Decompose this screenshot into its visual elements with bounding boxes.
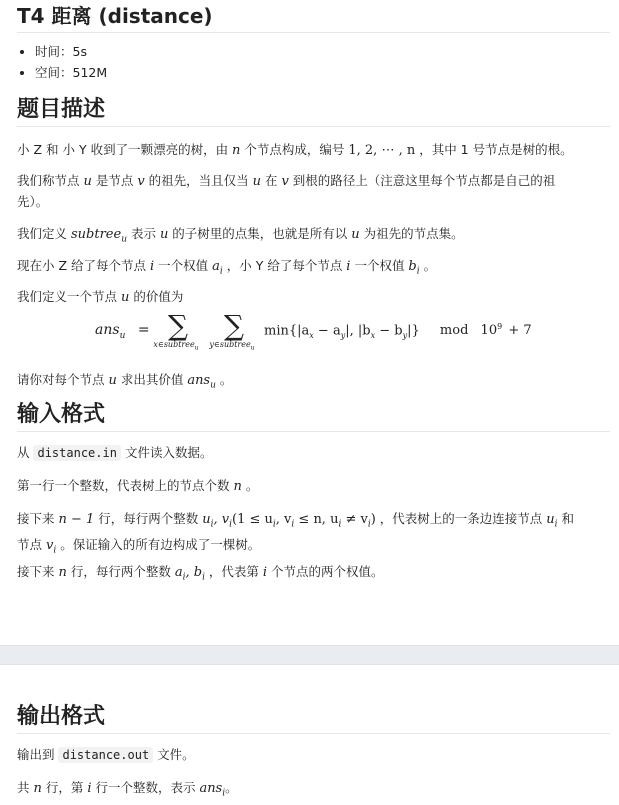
math-u: u (83, 174, 92, 189)
math-b: , b (185, 565, 203, 580)
math-v: v (45, 537, 54, 553)
text: 我们定义一个节点 (17, 289, 121, 304)
math-ans: ans (187, 373, 211, 388)
text: 行，第 (41, 780, 88, 795)
formula-body (264, 322, 532, 340)
desc-paragraph-6 (17, 370, 610, 396)
math-cond: ≠ v (341, 512, 368, 527)
input-paragraph-2 (17, 476, 610, 497)
text: 到根的路径上（注意这里每个节点都是自己的祖 (288, 173, 556, 188)
text: 在 (261, 173, 282, 188)
math-sub-i: i (182, 572, 186, 583)
formula-part: − b (375, 323, 403, 339)
input-heading: 输入格式 (17, 401, 610, 432)
input-paragraph-1 (17, 443, 610, 463)
math-v: , v (213, 512, 230, 527)
math-sub-u: u (121, 234, 127, 245)
text: 个节点的两个权值。 (267, 564, 384, 579)
math-a: a (174, 565, 183, 580)
text: 节点 (17, 536, 46, 552)
text: 一个权值 (154, 258, 213, 273)
output-filename: distance.out (58, 747, 153, 763)
text: 一个权值 (350, 258, 409, 273)
sum-sub-u: u (194, 344, 199, 352)
desc-paragraph-2 (17, 171, 610, 212)
math-i: i (87, 781, 92, 796)
output-heading: 输出格式 (17, 703, 610, 734)
math-b: b (408, 259, 417, 274)
text: 。 (215, 372, 233, 387)
math-v: v (281, 174, 289, 189)
sum-1 (148, 309, 208, 352)
text: 的价值为 (129, 289, 184, 304)
text: 接下来 (17, 511, 59, 526)
formula-plus: + 7 (508, 323, 532, 339)
math-n: n (33, 781, 42, 796)
desc-heading-block (17, 96, 610, 127)
desc-paragraph-5 (17, 287, 610, 308)
math-cond: ≤ n, u (294, 512, 339, 527)
text: 行，每行两个整数 (94, 511, 203, 526)
text: 为祖先的节点集。 (359, 226, 464, 241)
text: 。 (241, 478, 259, 493)
math-sub-i: i (338, 519, 342, 530)
sum-1-subscript (144, 340, 208, 352)
math-u: u (120, 290, 130, 305)
formula-part: |, |b (345, 323, 371, 339)
output-paragraph-1 (17, 745, 610, 765)
math-u: u (546, 512, 555, 527)
input-paragraph-4 (17, 562, 610, 588)
math-a: a (212, 259, 220, 274)
math-u: u (351, 227, 360, 242)
math-ans: ans (199, 781, 223, 796)
sigma-icon: ∑ (224, 309, 244, 342)
math-n: n (233, 479, 242, 494)
math-n: n (58, 565, 67, 580)
math-sub-i: i (416, 266, 420, 277)
text: ，小 Y 给了每个节点 (222, 258, 347, 273)
sum-2 (204, 309, 264, 352)
math-sub-i: i (222, 788, 226, 799)
math-v: v (137, 174, 145, 189)
math-u: u (159, 227, 169, 242)
math-cond: ) (370, 512, 376, 527)
text: 我们称节点 (17, 173, 84, 188)
text: 接下来 (17, 564, 59, 579)
math-sub-i: i (210, 519, 214, 530)
math-sub-i: i (219, 266, 223, 277)
value-formula (0, 309, 619, 358)
desc-paragraph-1 (17, 140, 610, 161)
formula-exp: 9 (497, 322, 503, 331)
text: 第一行一个整数，代表树上的节点个数 (17, 478, 234, 493)
sum-sub-text: y∈subtree (209, 340, 251, 349)
text: 先）。 (17, 194, 49, 209)
header-block (17, 0, 610, 83)
math-n-minus-1: n − 1 (58, 512, 95, 527)
math-subtree: subtree (70, 227, 122, 242)
text: 。保证输入的所有边构成了一棵树。 (56, 536, 261, 552)
math-n: n (232, 143, 241, 158)
math-sequence: 1, 2, ⋯ , n (348, 143, 416, 158)
math-sub-i: i (291, 519, 295, 530)
output-heading-block (17, 703, 610, 734)
math-sub-u: u (210, 380, 216, 391)
text: ，其中 1 号节点是树的根。 (415, 142, 573, 157)
text: 和 (557, 511, 575, 526)
output-paragraph-2 (17, 778, 610, 804)
formula-sub: x (370, 330, 376, 340)
text: 输出到 (17, 747, 59, 762)
sum-2-subscript (200, 340, 264, 352)
page-break-divider (0, 645, 619, 665)
page-title: T4 距离 (distance) (17, 0, 610, 33)
text: 我们定义 (17, 226, 71, 241)
math-cond: (1 ≤ u (232, 512, 273, 527)
text: ，代表树上的一条边连接节点 (375, 511, 547, 526)
math-u: u (252, 174, 261, 189)
text: 。 (419, 258, 437, 273)
formula-min: min{|a (264, 323, 310, 339)
text: 请你对每个节点 (17, 372, 109, 387)
limits-list (17, 41, 610, 83)
text: 个节点构成，编号 (240, 142, 349, 157)
space-limit: • 空间：512M (35, 62, 610, 83)
text: 。 (225, 780, 238, 795)
formula-sub: x (309, 330, 314, 340)
formula-part: − a (313, 323, 341, 339)
math-u: u (108, 373, 117, 388)
text: 求出其价值 (116, 372, 188, 387)
formula-lhs: ans (95, 322, 120, 338)
formula-base: 10 (480, 323, 498, 339)
text: 文件。 (153, 747, 195, 762)
desc-paragraph-3 (17, 224, 610, 250)
text: ，代表第 (204, 564, 263, 579)
text: 行，每行两个整数 (66, 564, 175, 579)
text: 是节点 (91, 173, 138, 188)
text: 行一个整数，表示 (91, 780, 200, 795)
text: 从 (17, 445, 34, 460)
formula-equals: = (137, 322, 150, 338)
text: 现在小 Z 给了每个节点 (17, 258, 150, 273)
formula-part: |} (407, 323, 420, 339)
math-i: i (262, 565, 268, 580)
desc-paragraph-4 (17, 256, 610, 282)
text: 表示 (126, 226, 160, 241)
sum-sub-u: u (250, 344, 255, 352)
math-u: u (202, 512, 211, 527)
description-heading: 题目描述 (17, 96, 610, 127)
text: 的祖先，当且仅当 (144, 173, 253, 188)
input-heading-block (17, 401, 610, 432)
text: 文件读入数据。 (120, 445, 213, 460)
math-sub-i: i (202, 572, 205, 583)
math-cond: , v (275, 512, 292, 527)
input-paragraph-3 (17, 509, 610, 560)
text: 的子树里的点集，也就是所有以 (168, 226, 352, 241)
input-filename: distance.in (33, 445, 120, 461)
formula-sub: y (340, 330, 346, 340)
time-limit: • 时间：5s (35, 41, 610, 62)
math-i: i (149, 259, 155, 274)
math-sub-i: i (229, 519, 233, 530)
sigma-icon: ∑ (168, 309, 188, 342)
text: 小 Z 和 小 Y 收到了一颗漂亮的树，由 (17, 142, 233, 157)
math-sub-i: i (554, 519, 558, 530)
math-sub-i: i (53, 545, 57, 555)
formula-lhs-sub: u (119, 330, 126, 341)
sum-sub-text: x∈subtree (153, 340, 195, 349)
text: 共 (17, 780, 34, 795)
formula-mod: mod (439, 323, 469, 339)
formula-sub: y (402, 330, 408, 340)
math-sub-i: i (367, 519, 371, 530)
math-i: i (346, 259, 351, 274)
math-sub-i: i (272, 519, 276, 530)
